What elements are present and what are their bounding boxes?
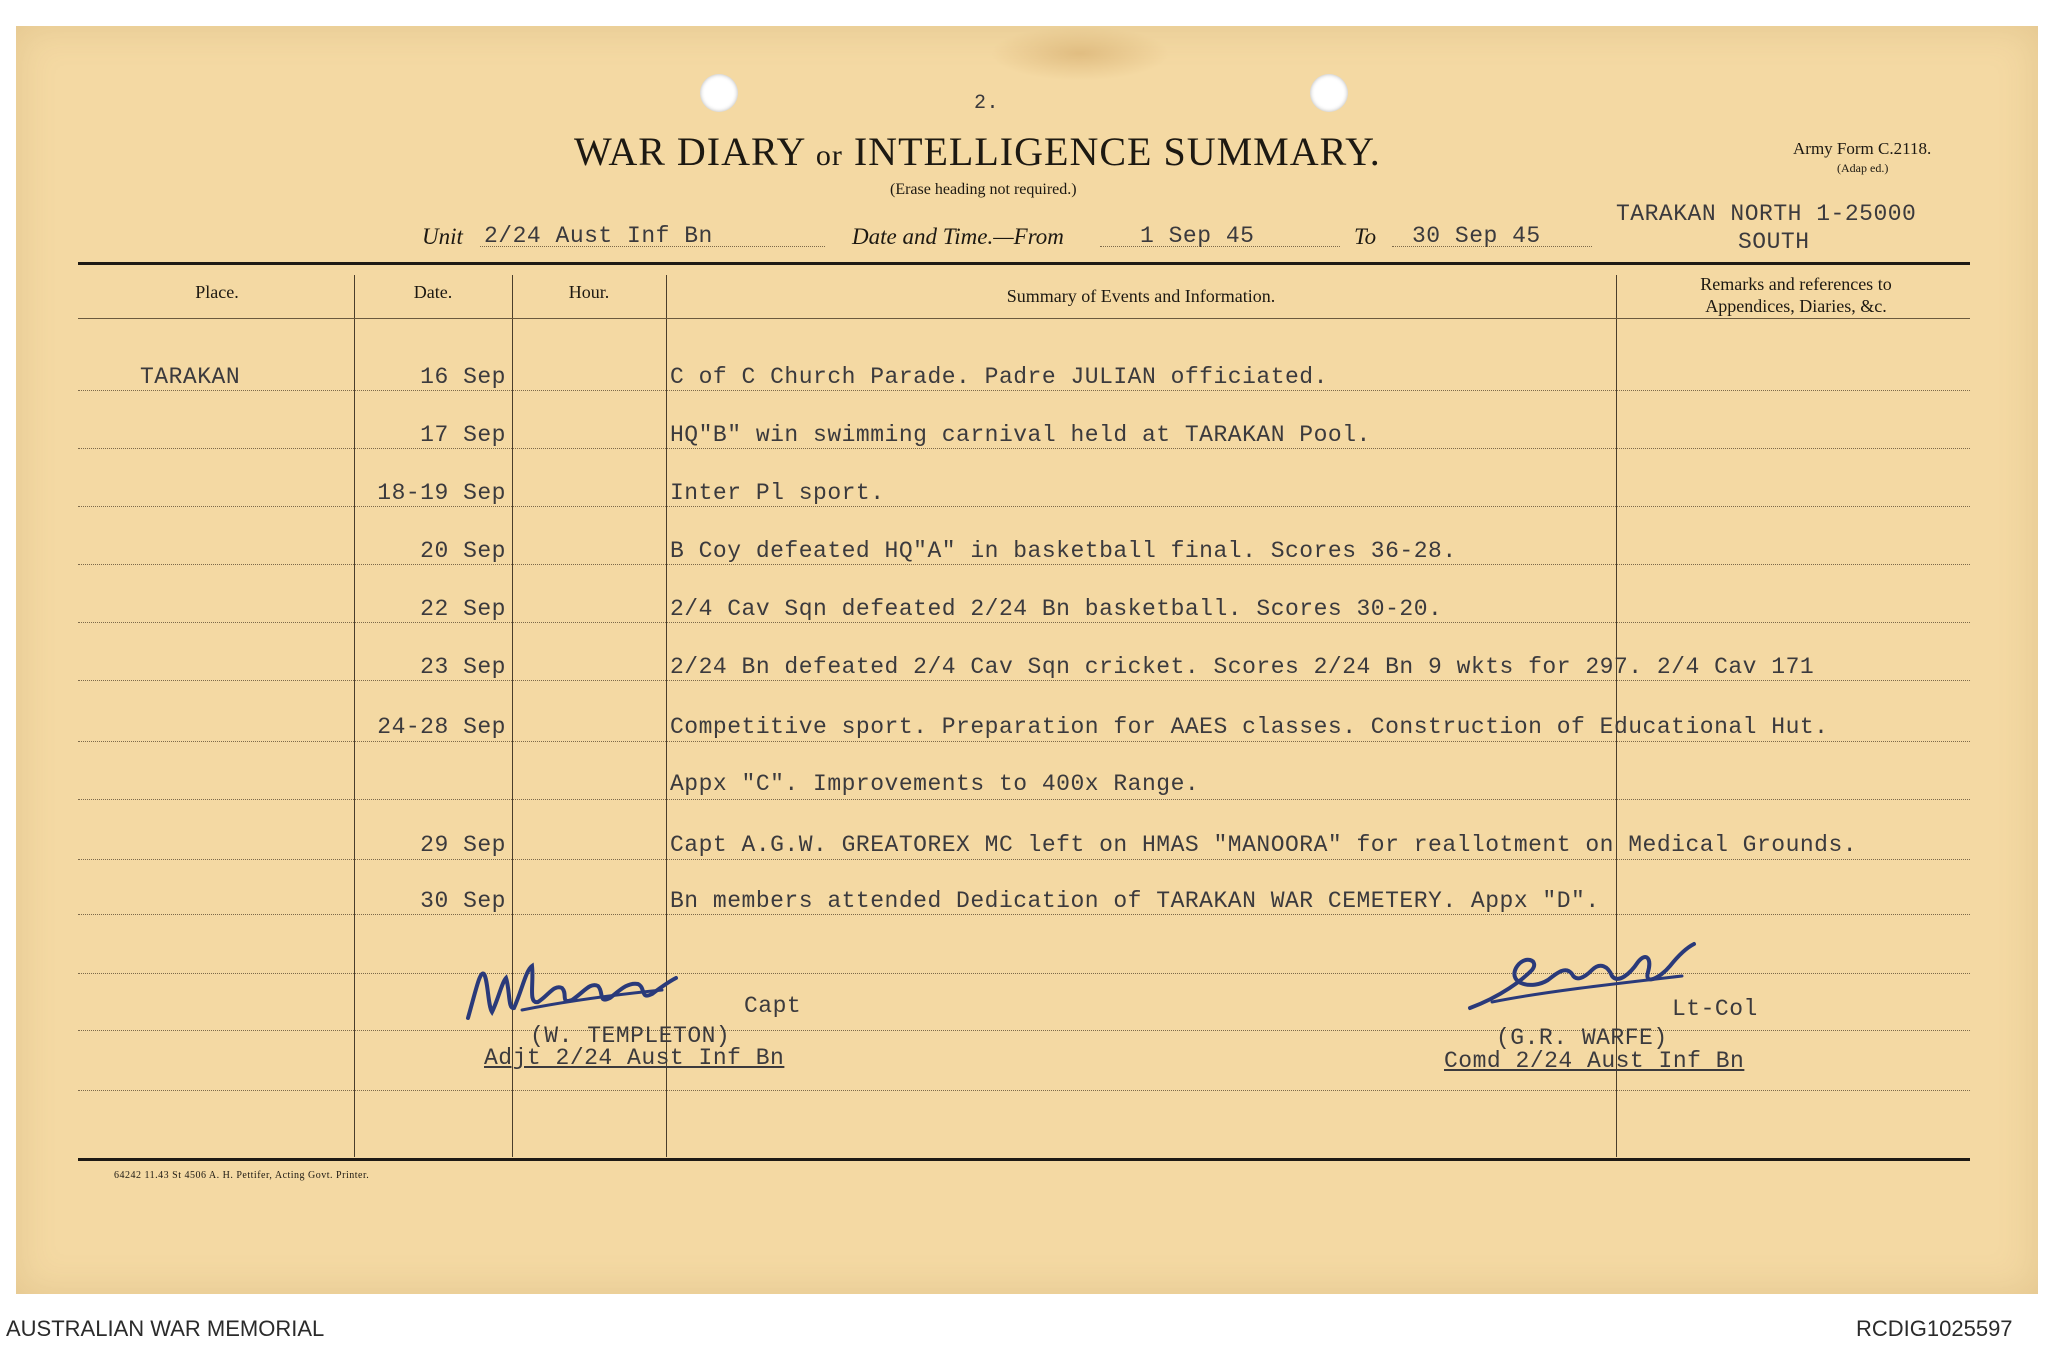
entry-summary: HQ"B" win swimming carnival held at TARAKAN Pool. bbox=[670, 422, 1371, 448]
header-bottom-rule bbox=[78, 318, 1970, 319]
title-or: or bbox=[815, 139, 843, 172]
form-subtitle: (Erase heading not required.) bbox=[890, 181, 1077, 198]
entry-summary: 2/4 Cav Sqn defeated 2/24 Bn basketball. Scores 30-20. bbox=[670, 596, 1443, 622]
map-reference-line2: SOUTH bbox=[1738, 229, 1810, 255]
entry-place: TARAKAN bbox=[140, 364, 241, 390]
ruled-line bbox=[78, 799, 1970, 800]
entry-summary: Capt A.G.W. GREATOREX MC left on HMAS "MANOORA" for reallotment on Medical Grounds. bbox=[670, 832, 1858, 858]
header-remarks-line2: Appendices, Diaries, &c. bbox=[1705, 296, 1887, 316]
punch-hole-right bbox=[1310, 74, 1348, 112]
ruled-line bbox=[78, 859, 1970, 860]
entry-date: 20 Sep bbox=[420, 538, 506, 564]
printer-imprint: 64242 11.43 St 4506 A. H. Pettifer, Acting Govt. Printer. bbox=[114, 1170, 370, 1181]
to-label: To bbox=[1354, 224, 1377, 249]
entry-summary: B Coy defeated HQ"A" in basketball final. Scores 36-28. bbox=[670, 538, 1457, 564]
ruled-line bbox=[78, 680, 1970, 681]
army-form-number: Army Form C.2118. bbox=[1793, 139, 1932, 158]
right-signatory-appointment: Comd 2/24 Aust Inf Bn bbox=[1444, 1048, 1745, 1074]
ruled-line bbox=[78, 1030, 1970, 1031]
left-signatory-appointment: Adjt 2/24 Aust Inf Bn bbox=[484, 1045, 785, 1071]
header-place: Place. bbox=[195, 282, 239, 302]
unit-value: 2/24 Aust Inf Bn bbox=[484, 223, 713, 249]
title-part1: WAR DIARY bbox=[574, 129, 805, 174]
unit-rule bbox=[480, 246, 825, 247]
unit-label: Unit bbox=[422, 224, 463, 249]
left-signatory-rank: Capt bbox=[744, 993, 802, 1019]
header-summary: Summary of Events and Information. bbox=[1006, 286, 1276, 306]
form-title bbox=[574, 128, 1381, 175]
entry-date: 16 Sep bbox=[420, 364, 506, 390]
signature-warfe bbox=[1462, 940, 1702, 1020]
entry-summary-continued: Appx "C". Improvements to 400x Range. bbox=[670, 771, 1200, 797]
ruled-line bbox=[78, 741, 1970, 742]
from-date: 1 Sep 45 bbox=[1140, 223, 1255, 249]
entry-date: 17 Sep bbox=[420, 422, 506, 448]
entry-summary: Competitive sport. Preparation for AAES classes. Construction of Educational Hut. bbox=[670, 714, 1829, 740]
left-signatory-name: (W. TEMPLETON) bbox=[530, 1023, 731, 1049]
water-stain bbox=[990, 26, 1170, 81]
archive-caption-left: AUSTRALIAN WAR MEMORIAL bbox=[6, 1316, 325, 1341]
header-date: Date. bbox=[413, 282, 453, 302]
header-hour: Hour. bbox=[568, 282, 610, 302]
table-top-rule bbox=[78, 262, 1970, 265]
to-date: 30 Sep 45 bbox=[1412, 223, 1541, 249]
page-number: 2. bbox=[974, 92, 1000, 115]
entry-date: 22 Sep bbox=[420, 596, 506, 622]
entry-date: 24-28 Sep bbox=[377, 714, 506, 740]
entry-date: 23 Sep bbox=[420, 654, 506, 680]
ruled-line bbox=[78, 564, 1970, 565]
entry-date: 30 Sep bbox=[420, 888, 506, 914]
table-bottom-rule bbox=[78, 1158, 1970, 1161]
map-reference-line1: TARAKAN NORTH 1-25000 bbox=[1616, 201, 1917, 227]
entry-summary: C of C Church Parade. Padre JULIAN officiated. bbox=[670, 364, 1328, 390]
header-remarks-line1: Remarks and references to bbox=[1700, 274, 1892, 294]
signature-templeton bbox=[462, 960, 682, 1030]
right-signatory-name: (G.R. WARFE) bbox=[1496, 1025, 1668, 1051]
archive-caption-right: RCDIG1025597 bbox=[1856, 1316, 2013, 1341]
ruled-line bbox=[78, 914, 1970, 915]
ruled-line bbox=[78, 622, 1970, 623]
to-rule bbox=[1392, 246, 1592, 247]
ruled-line bbox=[78, 390, 1970, 391]
title-part2: INTELLIGENCE SUMMARY. bbox=[853, 129, 1381, 174]
army-form-adapted: (Adap ed.) bbox=[1837, 161, 1889, 175]
right-signatory-rank: Lt-Col bbox=[1672, 996, 1758, 1022]
ruled-line bbox=[78, 506, 1970, 507]
from-rule bbox=[1100, 246, 1340, 247]
ruled-line bbox=[78, 448, 1970, 449]
entry-summary: Bn members attended Dedication of TARAKAN WAR CEMETERY. Appx "D". bbox=[670, 888, 1600, 914]
entry-summary: Inter Pl sport. bbox=[670, 480, 885, 506]
entry-summary: 2/24 Bn defeated 2/4 Cav Sqn cricket. Scores 2/24 Bn 9 wkts for 297. 2/4 Cav 171 bbox=[670, 654, 1815, 680]
ruled-line bbox=[78, 1090, 1970, 1091]
entry-date: 29 Sep bbox=[420, 832, 506, 858]
entry-date: 18-19 Sep bbox=[377, 480, 506, 506]
date-time-from-label: Date and Time.—From bbox=[852, 224, 1064, 249]
punch-hole-left bbox=[700, 74, 738, 112]
